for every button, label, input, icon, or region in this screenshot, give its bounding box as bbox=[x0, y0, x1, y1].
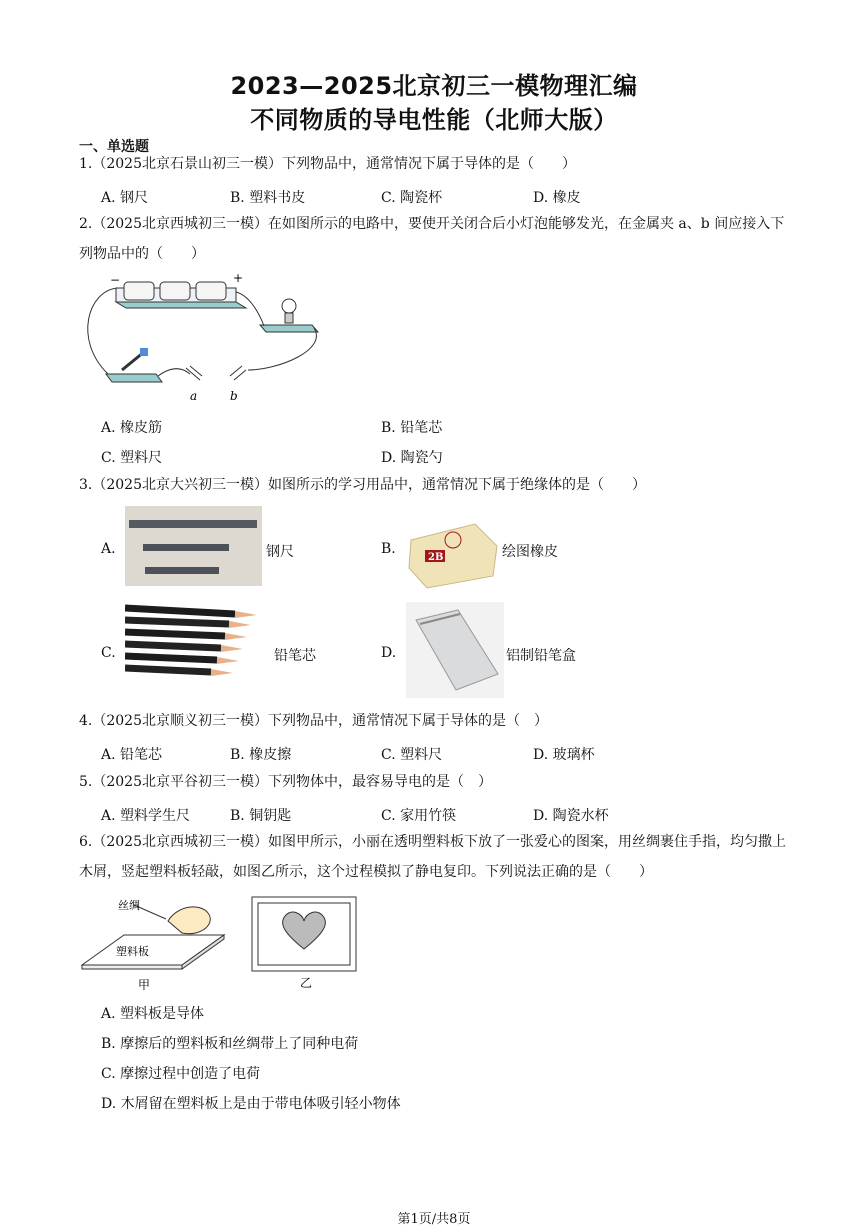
q3-option-d-label: 铝制铅笔盒 bbox=[506, 648, 576, 664]
q2-option-a: A. 橡皮筋 bbox=[101, 420, 163, 436]
q2-option-b: B. 铅笔芯 bbox=[381, 420, 443, 436]
q1-option-b: B. 塑料书皮 bbox=[230, 190, 306, 206]
eraser-photo bbox=[405, 510, 500, 590]
q4-option-b: B. 橡皮擦 bbox=[230, 747, 292, 763]
q2-option-d: D. 陶瓷勺 bbox=[381, 450, 443, 466]
circuit-figure bbox=[78, 270, 323, 405]
q3-option-d-letter: D. bbox=[381, 645, 397, 661]
figure-yi bbox=[252, 897, 356, 971]
q4-option-d: D. 玻璃杯 bbox=[533, 747, 595, 763]
q6-option-c: C. 摩擦过程中创造了电荷 bbox=[101, 1066, 261, 1082]
figure-yi-label: 乙 bbox=[300, 976, 313, 990]
battery-plus-label: + bbox=[233, 271, 244, 285]
q1-option-c: C. 陶瓷杯 bbox=[381, 190, 443, 206]
silk-label: 丝绸 bbox=[118, 899, 140, 912]
question-2-stem: 2.（2025北京西城初三一模）在如图所示的电路中，要使开关闭合后小灯泡能够发光，在金属夹 a、b 间应接入下列物品中的（ ） bbox=[79, 216, 785, 262]
q6-option-d: D. 木屑留在塑料板上是由于带电体吸引轻小物体 bbox=[101, 1096, 401, 1112]
question-1-stem: 1.（2025北京石景山初三一模）下列物品中，通常情况下属于导体的是（ ） bbox=[79, 156, 576, 172]
title-line-2: 不同物质的导电性能（北师大版） bbox=[250, 106, 618, 134]
aluminum-pencil-box-photo bbox=[406, 602, 504, 698]
q2-option-c: C. 塑料尺 bbox=[101, 450, 163, 466]
q3-option-c-label: 铅笔芯 bbox=[274, 648, 316, 664]
battery-holder bbox=[116, 282, 246, 308]
question-4-stem: 4.（2025北京顺义初三一模）下列物品中，通常情况下属于导体的是（ ） bbox=[79, 713, 548, 729]
q4-option-c: C. 塑料尺 bbox=[381, 747, 443, 763]
switch bbox=[106, 348, 162, 382]
q5-option-d: D. 陶瓷水杯 bbox=[533, 808, 609, 824]
q5-option-c: C. 家用竹筷 bbox=[381, 808, 457, 824]
section-heading: 一、单选题 bbox=[79, 139, 149, 155]
figure-jia bbox=[82, 905, 224, 969]
question-5-stem: 5.（2025北京平谷初三一模）下列物体中，最容易导电的是（ ） bbox=[79, 774, 492, 790]
pencils-photo bbox=[125, 602, 265, 680]
q3-option-a-label: 钢尺 bbox=[266, 544, 294, 560]
figure-jia-label: 甲 bbox=[138, 978, 151, 992]
q3-option-a-letter: A. bbox=[101, 541, 116, 557]
page-footer: 第1页/共8页 bbox=[397, 1212, 471, 1227]
bulb bbox=[260, 299, 318, 332]
q1-option-d: D. 橡皮 bbox=[533, 190, 581, 206]
q4-option-a: A. 铅笔芯 bbox=[101, 747, 163, 763]
q6-option-a: A. 塑料板是导体 bbox=[101, 1006, 205, 1022]
q6-option-b: B. 摩擦后的塑料板和丝绸带上了同种电荷 bbox=[101, 1036, 359, 1052]
q5-option-a: A. 塑料学生尺 bbox=[101, 808, 191, 824]
question-3-stem: 3.（2025北京大兴初三一模）如图所示的学习用品中，通常情况下属于绝缘体的是（ ） bbox=[79, 477, 646, 493]
steel-ruler-photo bbox=[125, 506, 262, 586]
board-label: 塑料板 bbox=[116, 945, 149, 958]
clip-a-label: a bbox=[190, 389, 198, 403]
q1-option-a: A. 钢尺 bbox=[101, 190, 149, 206]
q5-option-b: B. 铜钥匙 bbox=[230, 808, 292, 824]
static-copy-figure bbox=[78, 893, 368, 993]
q3-option-b-letter: B. bbox=[381, 541, 396, 557]
clip-b-label: b bbox=[230, 389, 238, 403]
battery-minus-label: − bbox=[110, 273, 121, 287]
q3-option-c-letter: C. bbox=[101, 645, 116, 661]
question-6-stem: 6.（2025北京西城初三一模）如图甲所示，小丽在透明塑料板下放了一张爱心的图案，用丝绸裹住手指，均匀撒上木屑，竖起塑料板轻敲，如图乙所示，这个过程模拟了静电复印。下列说法正确的是（ ） bbox=[79, 834, 786, 880]
eraser-2b-label: 2B bbox=[428, 552, 444, 563]
title-line-1: 2023—2025北京初三一模物理汇编 bbox=[230, 72, 638, 100]
q3-option-b-label: 绘图橡皮 bbox=[502, 544, 558, 560]
